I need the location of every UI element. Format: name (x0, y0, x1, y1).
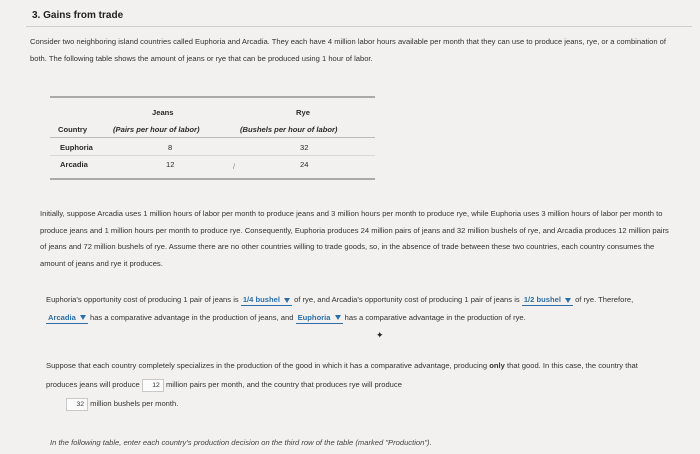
specialization-paragraph (46, 356, 666, 413)
header-rye: Rye (296, 108, 310, 117)
rye-advantage-dropdown[interactable] (296, 312, 343, 324)
oc-text: of rye, and Arcadia's opportunity cost of producing 1 pair of jeans is (294, 295, 520, 304)
table-top-rule (50, 96, 375, 98)
dropdown-caret-icon (80, 315, 86, 320)
oc-text: of rye. Therefore, (575, 295, 634, 304)
row-jeans: 8 (168, 143, 173, 152)
row-rule (50, 155, 375, 156)
mouse-cursor-icon: ✦ (376, 330, 384, 340)
table-header-rule (50, 137, 375, 138)
dropdown-value: 1/4 bushel (242, 295, 280, 304)
dropdown-caret-icon (335, 315, 341, 320)
production-table (50, 96, 375, 184)
oc-text: has a comparative advantage in the production of jeans, and (89, 312, 294, 322)
dropdown-caret-icon (565, 298, 571, 303)
spec-text: million bushels per month. (90, 399, 179, 408)
row-rye: 32 (300, 143, 309, 152)
header-country: Country (58, 125, 88, 134)
row-country: Euphoria (60, 143, 93, 152)
spec-text: Suppose that each country completely specializes in the production of the good in which it has a comparative advantage, producing (46, 361, 488, 370)
row-rye: 24 (300, 160, 309, 169)
scenario-paragraph: Initially, suppose Arcadia uses 1 million hours of labor per month to produce jeans and 3 million hours per month to produce rye, while Euphoria uses 3 million hours of labor per month to produce jeans and 1 million hours per month to produce rye. Consequently, Euphoria produces 24 million pairs of jeans and 32 million bushels of rye, and Arcadia produces 12 million pairs of jeans and 72 million bushels of rye. Assume there are no other countries willing to trade goods, so, in the absence of trade between these two countries, each country consumes the amount of jeans and rye it produces. (40, 209, 669, 268)
section-title: 3. Gains from trade (32, 10, 124, 21)
intro-paragraph: Consider two neighboring island countries called Euphoria and Arcadia. They each have 4 million labor hours available per month that they can use to produce jeans, rye, or a combination of both. The following table shows the amount of jeans or rye that can be produced using 1 hour of labor. (30, 37, 667, 63)
instruction-text: In the following table, enter each country's production decision on the third row of the table (marked "Production"). (50, 438, 432, 447)
spec-emphasis: only (489, 361, 505, 370)
jeans-output-input[interactable]: 12 (142, 379, 164, 392)
row-jeans: 12 (166, 160, 175, 169)
stray-mark: / (233, 164, 235, 171)
jeans-advantage-dropdown[interactable] (46, 312, 88, 324)
oc-text: has a comparative advantage in the production of rye. (344, 312, 526, 322)
arcadia-oc-dropdown[interactable] (522, 294, 573, 306)
dropdown-value: Arcadia (48, 312, 76, 322)
dropdown-value: Euphoria (297, 312, 331, 322)
table-bottom-rule (50, 178, 375, 180)
dropdown-value: 1/2 bushel (523, 295, 561, 304)
spec-text: million pairs per month, and the country that produces rye will produce (165, 380, 402, 389)
spec-text: that good. In this case, the country that produces jeans will produce (46, 361, 638, 389)
divider (26, 26, 692, 27)
row-country: Arcadia (60, 160, 88, 169)
opportunity-cost-paragraph (46, 291, 666, 326)
dropdown-caret-icon (284, 298, 290, 303)
header-rye-unit: (Bushels per hour of labor) (240, 125, 338, 134)
rye-output-input[interactable]: 32 (66, 398, 88, 411)
header-jeans: Jeans (152, 108, 174, 117)
euphoria-oc-dropdown[interactable] (241, 294, 292, 306)
oc-text: Euphoria's opportunity cost of producing 1 pair of jeans is (46, 295, 239, 304)
header-jeans-unit: (Pairs per hour of labor) (113, 125, 200, 134)
